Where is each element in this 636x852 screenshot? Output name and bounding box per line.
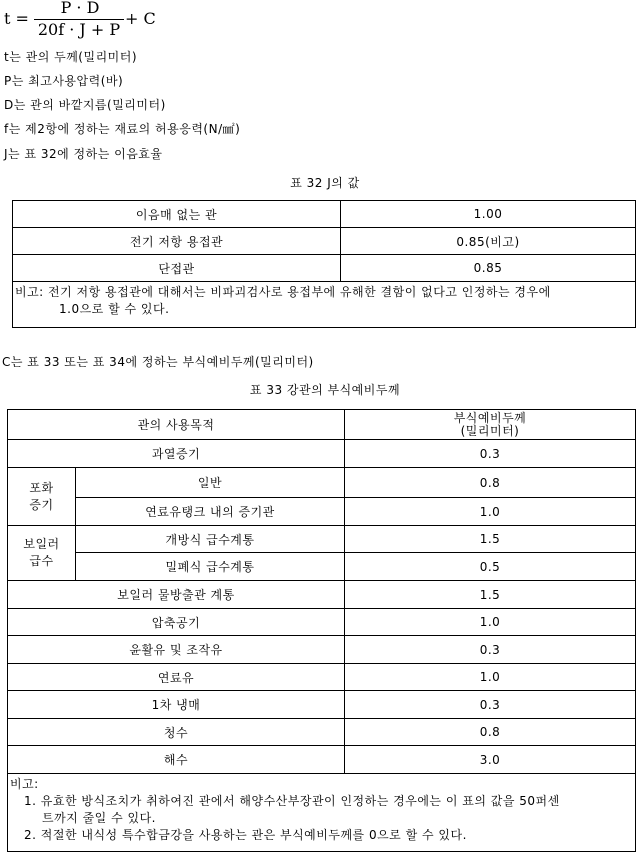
table33-header-value: [345, 410, 636, 440]
table32: [12, 200, 636, 328]
formula-rhs: + C: [125, 9, 156, 28]
row-label-feed-open: 개방식 급수계통: [76, 526, 345, 553]
table33-note: [8, 774, 636, 852]
formula-denominator: 20f · J + P: [37, 20, 121, 39]
table32-caption: 표 32 J의 값: [290, 176, 360, 190]
row-label-saturated-general: 일반: [76, 468, 345, 498]
row-label-blowdown: 보일러 물방출관 계통: [8, 581, 345, 609]
table-row: [8, 664, 636, 691]
table32-label-seamless: 이음매 없는 관: [13, 201, 341, 228]
table33-note-title: 비고:: [10, 777, 39, 791]
table-row: [8, 526, 636, 553]
table32-value-forge-welded: 0.85: [341, 255, 636, 282]
formula-numerator: P · D: [60, 0, 100, 17]
definition-d: D는 관의 바깥지름(밀리미터): [4, 98, 166, 112]
row-value-sea-water: 3.0: [345, 746, 636, 774]
table33-header-value-line2: (밀리미터): [460, 423, 520, 438]
table33-note-item1-line1: 1. 유효한 방식조치가 취하여진 관에서 해양수산부장관이 인정하는 경우에는 이 표의 값을 50퍼센: [24, 794, 560, 808]
row-value-fuel-oil: 1.0: [345, 664, 636, 691]
table-row: [8, 636, 636, 664]
row-label-superheated: 과열증기: [8, 440, 345, 468]
table33-caption: 표 33 강관의 부식예비두께: [249, 383, 401, 397]
table32-value-erw: 0.85(비고): [341, 228, 636, 255]
table-row: [13, 228, 636, 255]
row-value-saturated-general: 0.8: [345, 468, 636, 498]
table-row: [8, 774, 636, 852]
table-row: [8, 691, 636, 719]
row-label-compressed-air: 압축공기: [8, 609, 345, 636]
table-row: [8, 468, 636, 498]
table32-value-seamless: 1.00: [341, 201, 636, 228]
row-label-sea-water: 해수: [8, 746, 345, 774]
table-row: [13, 282, 636, 328]
definition-f: f는 제2항에 정하는 재료의 허용응력(N/㎟): [4, 122, 241, 136]
group-saturated-steam: [8, 468, 76, 526]
row-value-superheated: 0.3: [345, 440, 636, 468]
group-boiler-feed: [8, 526, 76, 581]
definition-p: P는 최고사용압력(바): [4, 74, 124, 88]
definition-t: t는 관의 두께(밀리미터): [4, 50, 138, 64]
table32-note-line2: 1.0으로 할 수 있다.: [59, 302, 170, 316]
table32-note: [13, 282, 636, 328]
row-value-refrigerant: 0.3: [345, 691, 636, 719]
table-row: [8, 746, 636, 774]
table33-header-value-line1: 부식예비두께: [453, 410, 527, 425]
row-value-lube-oil: 0.3: [345, 636, 636, 664]
table-row: [8, 553, 636, 581]
row-value-feed-closed: 0.5: [345, 553, 636, 581]
row-label-saturated-fueltank: 연료유탱크 내의 증기관: [76, 498, 345, 526]
row-value-fresh-water: 0.8: [345, 719, 636, 746]
row-value-blowdown: 1.5: [345, 581, 636, 609]
definition-j: J는 표 32에 정하는 이음효율: [4, 147, 163, 161]
row-label-feed-closed: 밀폐식 급수계통: [76, 553, 345, 581]
table33-note-item2: 2. 적절한 내식성 특수합금강을 사용하는 관은 부식예비두께를 0으로 할 수 있다.: [24, 828, 467, 842]
table32-label-forge-welded: 단접관: [13, 255, 341, 282]
table32-label-erw: 전기 저항 용접관: [13, 228, 341, 255]
group-feed-line2: 급수: [29, 554, 54, 568]
table-row: [8, 498, 636, 526]
group-feed-line1: 보일러: [23, 537, 60, 551]
table32-note-line1: 비고: 전기 저항 용접관에 대해서는 비파괴검사로 용접부에 유해한 결함이 없다고 인정하는 경우에: [15, 285, 551, 299]
row-value-compressed-air: 1.0: [345, 609, 636, 636]
group-saturated-line1: 포화: [29, 480, 54, 495]
row-label-fresh-water: 청수: [8, 719, 345, 746]
row-label-fuel-oil: 연료유: [8, 664, 345, 691]
table-row: [8, 581, 636, 609]
table33-note-item1-line2: 트까지 줄일 수 있다.: [42, 811, 156, 825]
formula-lhs: t =: [4, 9, 29, 28]
row-value-saturated-fueltank: 1.0: [345, 498, 636, 526]
group-saturated-line2: 증기: [29, 497, 54, 512]
table-row: [13, 255, 636, 282]
table-row: [8, 719, 636, 746]
table-row: [8, 440, 636, 468]
table33: [7, 409, 636, 852]
row-value-feed-open: 1.5: [345, 526, 636, 553]
row-label-refrigerant: 1차 냉매: [8, 691, 345, 719]
table-row: [8, 609, 636, 636]
table-row: [13, 201, 636, 228]
table-row: [8, 410, 636, 440]
table33-header-purpose: 관의 사용목적: [8, 410, 345, 440]
definition-c: C는 표 33 또는 표 34에 정하는 부식예비두께(밀리미터): [2, 355, 314, 369]
row-label-lube-oil: 윤활유 및 조작유: [8, 636, 345, 664]
